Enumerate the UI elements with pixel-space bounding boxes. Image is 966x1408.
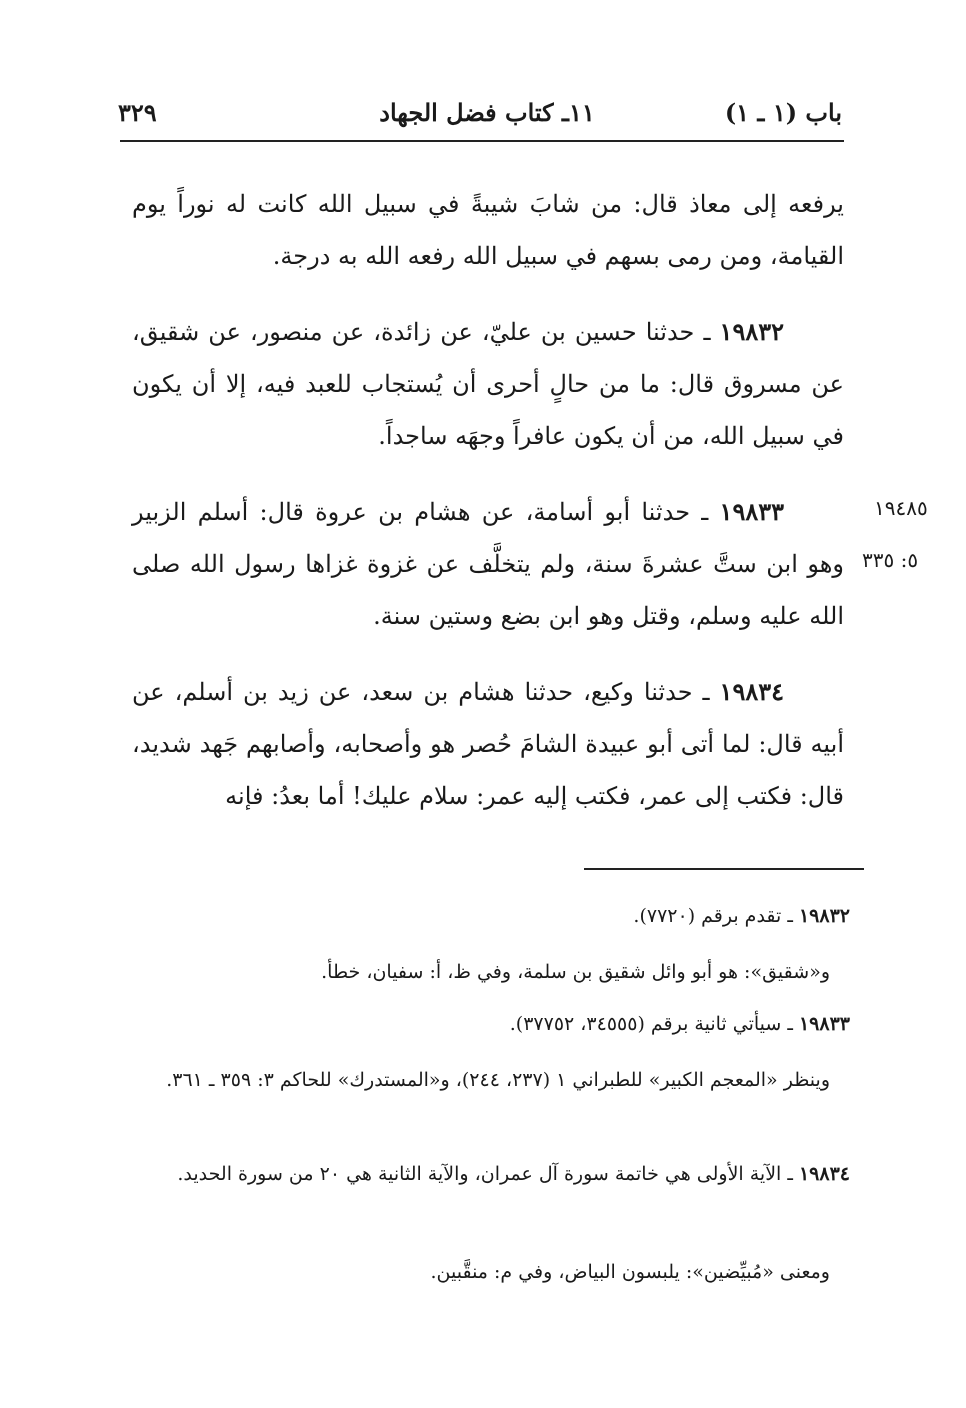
footnote-text: وينظر «المعجم الكبير» للطبراني ١ (٢٣٧، ٢٤٤)، و«المستدرك» للحاكم ٣: ٣٥٩ ـ ٣٦١. bbox=[166, 1069, 830, 1091]
footnote-number: ١٩٨٣٢ bbox=[798, 905, 850, 927]
footnote-text: ـ الآية الأولى هي خاتمة سورة آل عمران، والآية الثانية هي ٢٠ من سورة الحديد. bbox=[177, 1163, 799, 1185]
margin-note-cross-ref: ١٩٤٨٥ bbox=[874, 496, 928, 520]
footnote-19832 bbox=[150, 894, 850, 938]
hadith-number: ١٩٨٣٤ bbox=[719, 677, 784, 706]
hadith-number: ١٩٨٣٣ bbox=[719, 497, 784, 526]
footnote-text: ـ تقدم برقم (٧٧٢٠). bbox=[633, 905, 799, 927]
footnote-text: ـ سيأتي ثانية برقم (٣٤٥٥٥، ٣٧٧٥٢). bbox=[509, 1013, 799, 1035]
footnote-shaqiq-note bbox=[150, 950, 830, 994]
footnote-19833 bbox=[150, 1002, 850, 1046]
page-number: ٣٢٩ bbox=[118, 98, 157, 127]
paragraph-intro bbox=[132, 178, 844, 282]
paragraph-text: يرفعه إلى معاذ قال: من شابَ شيبةً في سبيل الله كانت له نوراً يوم القيامة، ومن رمى بسهم في سبيل الله رفعه الله به درجة. bbox=[132, 190, 844, 270]
hadith-19834 bbox=[132, 666, 844, 822]
header-rule bbox=[120, 140, 844, 142]
footnote-text: ومعنى «مُبيِّضين»: يلبسون البياض، وفي م: منقَّبين. bbox=[430, 1261, 830, 1283]
hadith-text: ـ حدثنا حسين بن عليّ، عن زائدة، عن منصور، عن شقيق، عن مسروق قال: ما من حالٍ أحرى أن يُستجاب للعبد فيه، إلا أن يكون في سبيل الله، من أن يكون عافراً وجهَه ساجداً. bbox=[132, 318, 844, 450]
hadith-number: ١٩٨٣٢ bbox=[719, 317, 784, 346]
footnote-separator bbox=[584, 868, 864, 870]
footnote-number: ١٩٨٣٤ bbox=[798, 1163, 850, 1185]
margin-note-volume-page: ٥: ٣٣٥ bbox=[862, 548, 919, 572]
hadith-text: ـ حدثنا وكيع، حدثنا هشام بن سعد، عن زيد بن أسلم، عن أبيه قال: لما أتى أبو عبيدة الشامَ حُصر هو وأصحابه، وأصابهم جَهد شديد، قال: فكتب إلى عمر، فكتب إليه عمر: سلام عليك! أما بعدُ: فإنه bbox=[132, 678, 844, 810]
book-title: ١١ـ كتاب فضل الجهاد bbox=[379, 98, 595, 127]
footnote-19834 bbox=[150, 1152, 850, 1196]
footnote-references bbox=[150, 1058, 830, 1102]
hadith-text: ـ حدثنا أبو أسامة، عن هشام بن عروة قال: أسلم الزبير وهو ابن ستَّ عشرةَ سنة، ولم يتخلَّف عن غزوة غزاها رسول الله صلى الله عليه وسلم، وقتل وهو ابن بضع وستين سنة. bbox=[132, 498, 844, 630]
footnote-meaning-note bbox=[150, 1250, 830, 1294]
footnote-text: و«شقيق»: هو أبو وائل شقيق بن سلمة، وفي ظ، أ: سفيان، خطأ. bbox=[321, 961, 830, 983]
hadith-19833 bbox=[132, 486, 844, 642]
chapter-label: باب (١ ـ ١) bbox=[724, 98, 842, 127]
hadith-19832 bbox=[132, 306, 844, 462]
footnote-number: ١٩٨٣٣ bbox=[798, 1013, 850, 1035]
